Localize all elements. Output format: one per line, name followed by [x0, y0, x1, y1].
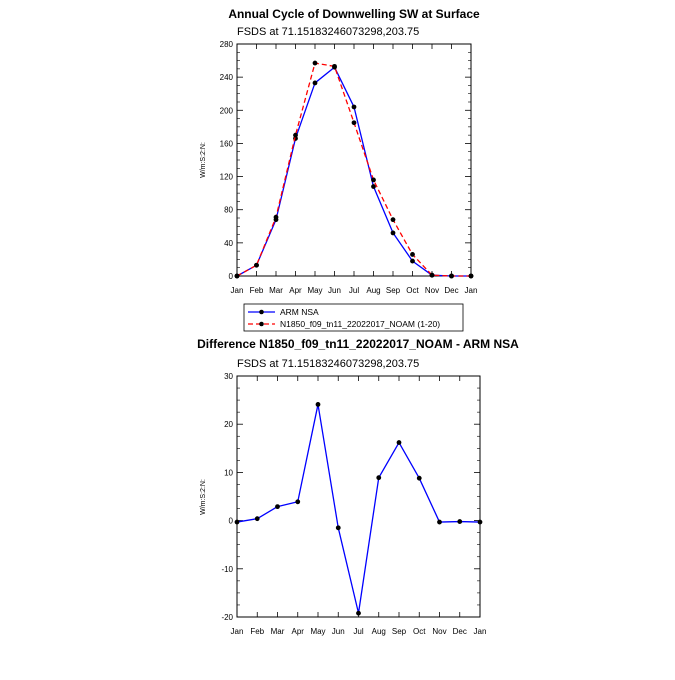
series-group — [235, 61, 474, 279]
y-tick-label: 280 — [219, 40, 233, 49]
legend-label-model: N1850_f09_tn11_22022017_NOAM (1-20) — [280, 319, 441, 329]
data-point — [410, 259, 415, 264]
y-tick-label: 20 — [224, 420, 233, 430]
data-point — [275, 504, 280, 509]
y-tick-label: 80 — [224, 205, 233, 215]
chart-title: Difference N1850_f09_tn11_22022017_NOAM - ARM NSA — [197, 337, 519, 351]
data-point — [410, 252, 415, 257]
y-tick-label: 200 — [219, 106, 233, 116]
y-tick-label: -20 — [221, 613, 233, 622]
y-tick-label: 10 — [224, 468, 233, 478]
data-point — [274, 215, 279, 220]
data-point — [478, 520, 483, 525]
x-tick-label: Oct — [406, 286, 419, 295]
x-tick-label: Apr — [289, 286, 302, 295]
data-point — [235, 520, 240, 525]
x-tick-label: Nov — [432, 627, 447, 636]
series-group — [235, 402, 483, 616]
y-tick-label: 0 — [228, 272, 233, 281]
x-tick-label: Mar — [269, 286, 283, 295]
data-point — [449, 274, 454, 279]
x-tick-label: Jul — [348, 286, 360, 295]
x-tick-label: Jan — [230, 286, 244, 295]
legend-label-arm-nsa: ARM NSA — [280, 307, 319, 317]
series-line-0 — [237, 404, 480, 613]
x-tick-label: Sep — [391, 627, 407, 636]
data-point — [356, 611, 361, 616]
x-tick-label: Jun — [328, 286, 341, 295]
x-tick-label: Jun — [331, 627, 345, 636]
x-tick-label: Apr — [291, 627, 304, 636]
x-tick-label: May — [310, 627, 326, 636]
data-point — [336, 525, 341, 530]
series-line-0 — [237, 67, 471, 276]
data-point — [313, 81, 318, 86]
y-tick-label: 40 — [224, 238, 233, 248]
data-point — [391, 231, 396, 236]
data-point — [430, 273, 435, 278]
x-tick-label: Oct — [413, 627, 426, 636]
data-point — [295, 499, 300, 504]
x-tick-label: Jan — [230, 627, 244, 636]
y-tick-label: 120 — [219, 172, 233, 182]
data-point — [313, 61, 318, 66]
y-tick-label: 240 — [219, 73, 233, 83]
data-point — [391, 217, 396, 222]
data-point — [254, 263, 259, 268]
legend-marker-arm-nsa — [259, 310, 264, 315]
data-point — [397, 440, 402, 445]
x-tick-label: Dec — [444, 286, 459, 295]
x-tick-label: Feb — [249, 286, 264, 295]
y-tick-label: 30 — [224, 372, 233, 381]
x-tick-label: Jan — [464, 286, 478, 295]
chart-title: Annual Cycle of Downwelling SW at Surface — [228, 7, 480, 21]
x-tick-label: Jan — [473, 627, 487, 636]
plot-frame — [237, 44, 471, 276]
chart-subtitle: FSDS at 71.15183246073298,203.75 — [237, 358, 420, 370]
x-tick-label: May — [307, 286, 323, 295]
chart-subtitle: FSDS at 71.15183246073298,203.75 — [237, 26, 420, 38]
data-point — [293, 133, 298, 138]
data-point — [332, 64, 337, 69]
data-point — [371, 184, 376, 189]
legend — [244, 304, 463, 331]
data-point — [376, 475, 381, 480]
x-tick-label: Jul — [353, 627, 364, 636]
x-tick-label: Feb — [250, 627, 265, 636]
data-point — [457, 519, 462, 524]
data-point — [352, 105, 357, 110]
x-tick-label: Nov — [424, 286, 440, 295]
data-point — [255, 516, 260, 521]
data-point — [417, 476, 422, 481]
plot-frame — [237, 376, 480, 617]
x-tick-label: Aug — [371, 627, 386, 636]
y-tick-label: -10 — [221, 564, 233, 574]
y-tick-label: 160 — [219, 139, 233, 149]
series-line-1 — [237, 63, 471, 276]
difference-panel — [197, 337, 519, 636]
annual-cycle-panel — [200, 7, 480, 331]
x-tick-label: Aug — [366, 286, 381, 295]
x-tick-label: Sep — [385, 286, 401, 295]
y-axis-label: W/m:S:2:N: — [200, 479, 207, 515]
data-point — [352, 120, 357, 125]
axis-ticks — [220, 40, 478, 295]
y-axis-label: W/m:S:2:N: — [200, 142, 207, 178]
data-point — [316, 402, 321, 407]
x-tick-label: Dec — [452, 627, 467, 636]
y-tick-label: 0 — [228, 516, 233, 526]
data-point — [371, 177, 376, 182]
data-point — [469, 274, 474, 279]
x-tick-label: Mar — [270, 627, 285, 636]
data-point — [235, 274, 240, 279]
data-point — [437, 520, 442, 525]
legend-marker-model — [259, 322, 264, 327]
